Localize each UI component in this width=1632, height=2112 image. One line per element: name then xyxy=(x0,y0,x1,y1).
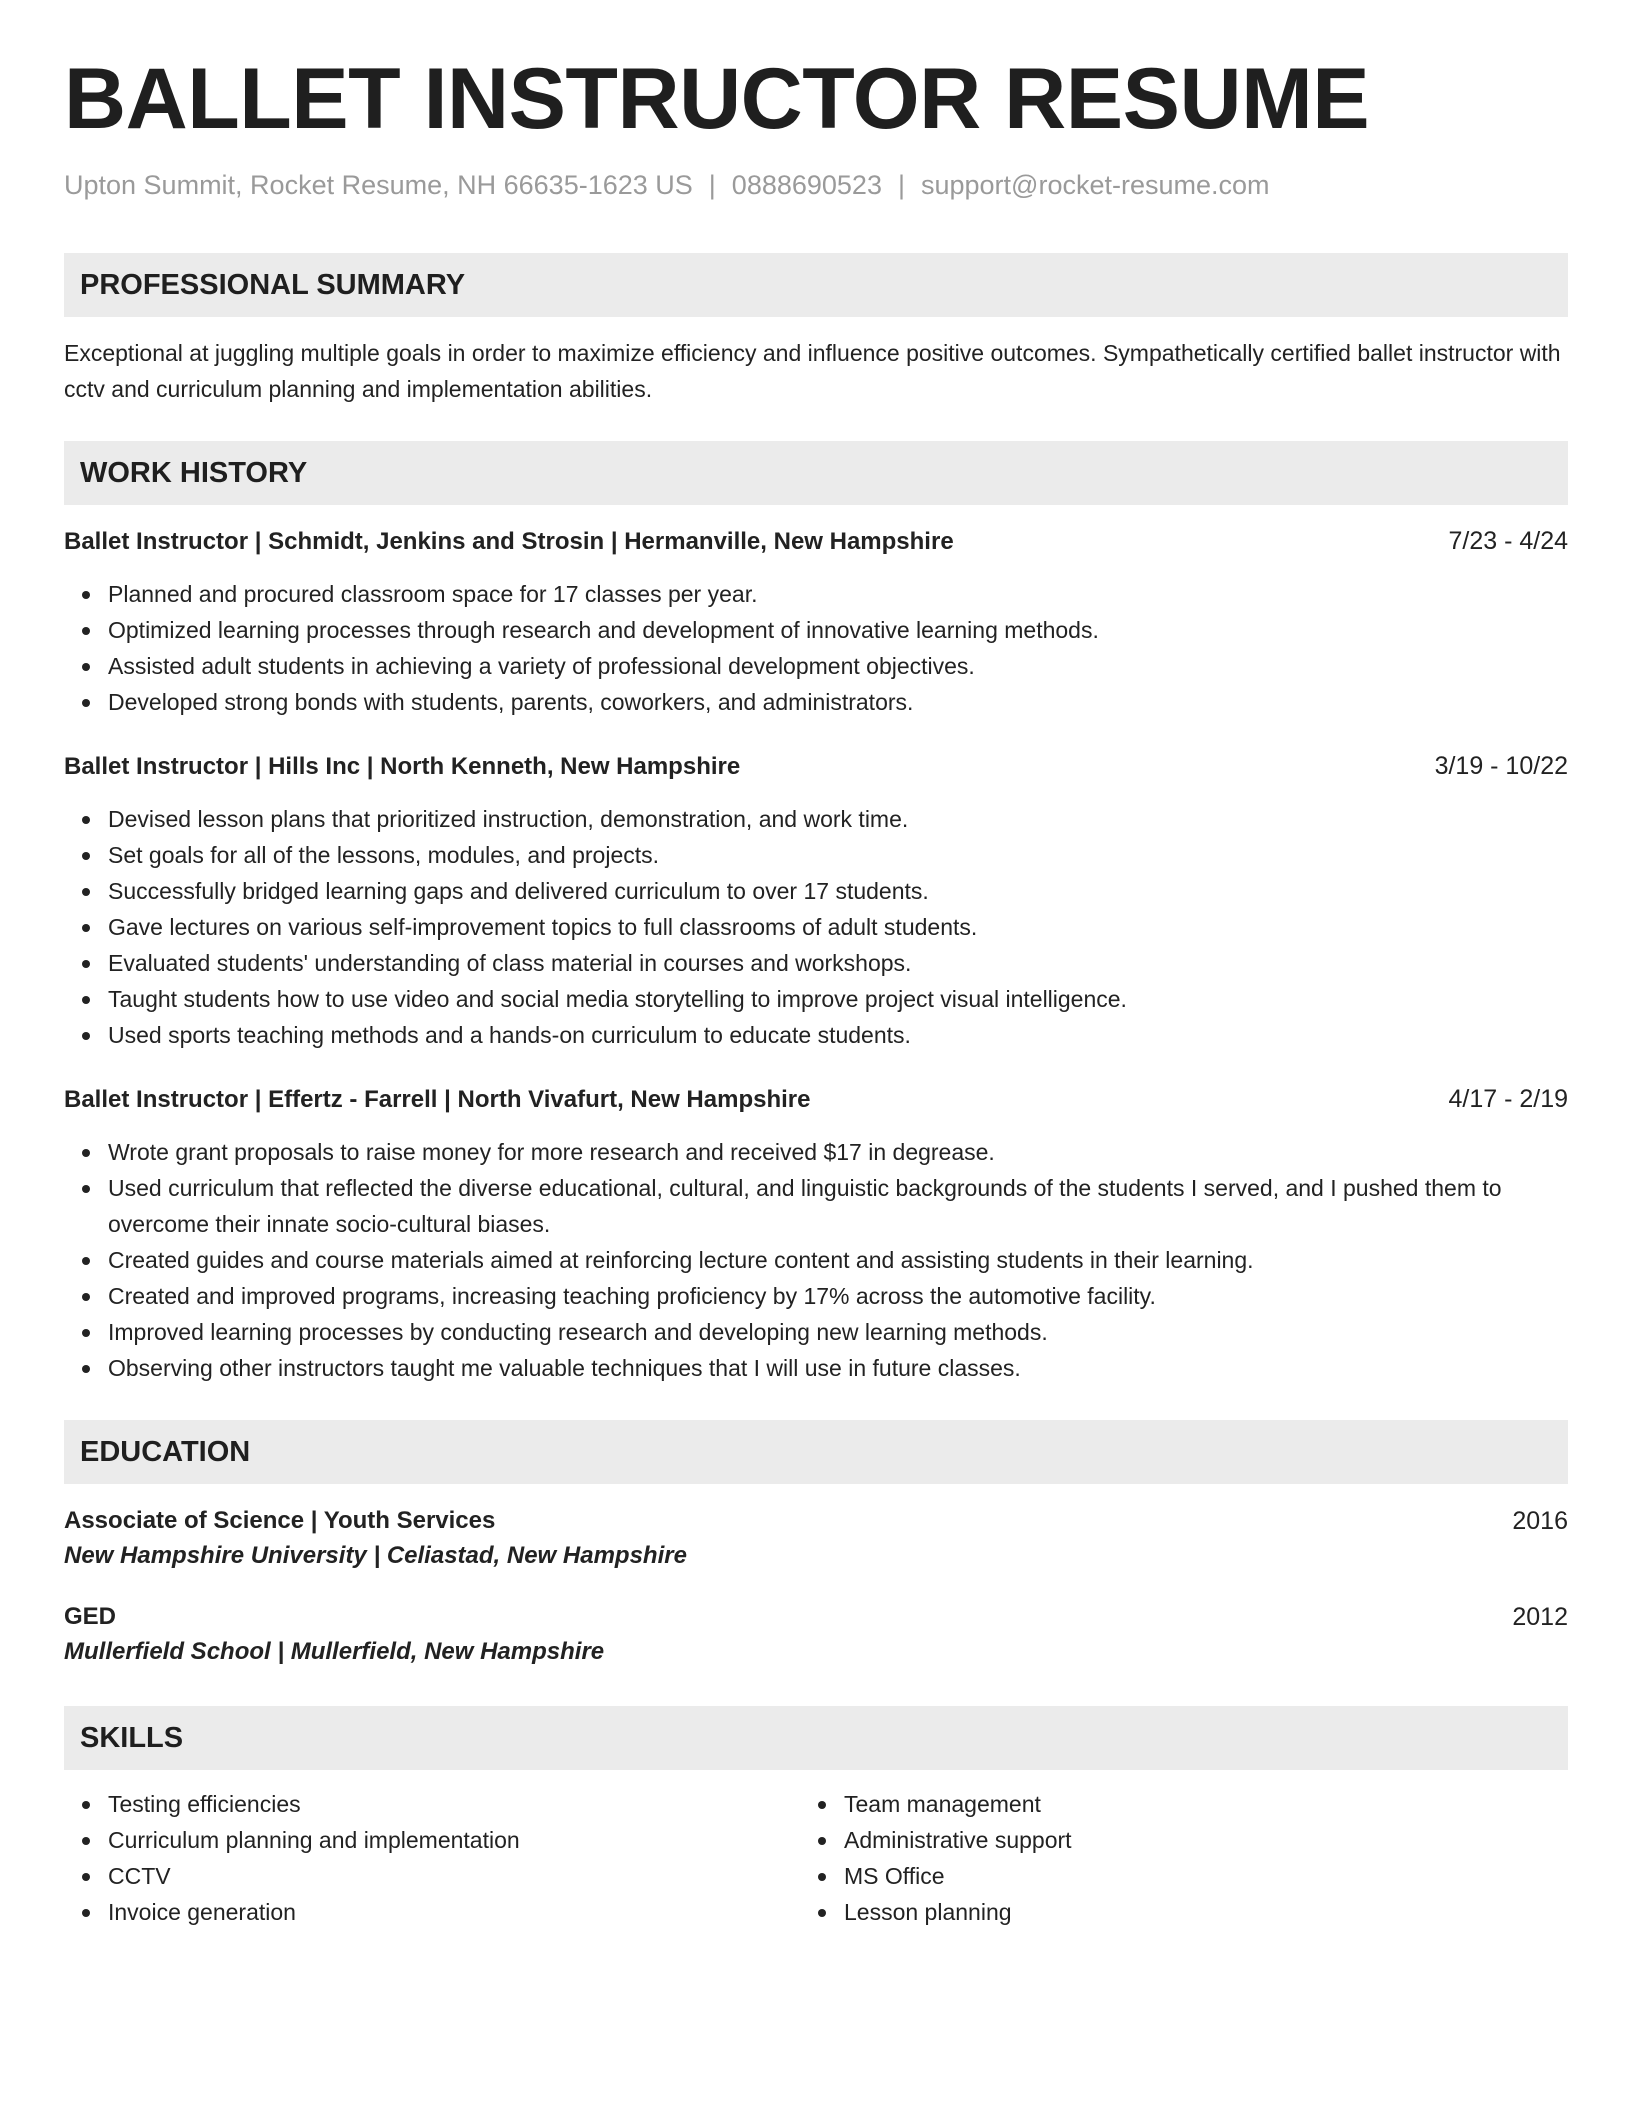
education-year: 2016 xyxy=(1512,1507,1568,1535)
contact-separator: | xyxy=(897,170,905,200)
skills-list xyxy=(64,1786,1568,1930)
job-bullet: Devised lesson plans that prioritized instruction, demonstration, and work time. xyxy=(108,801,1568,837)
job-dates: 3/19 - 10/22 xyxy=(1434,752,1568,780)
resume-title: BALLET INSTRUCTOR RESUME xyxy=(64,51,1370,147)
job-bullet: Used sports teaching methods and a hands-on curriculum to educate students. xyxy=(108,1017,1568,1053)
job-bullet: Improved learning processes by conducting research and developing new learning methods. xyxy=(108,1314,1568,1350)
summary-heading: PROFESSIONAL SUMMARY xyxy=(64,253,1568,317)
job-dates: 7/23 - 4/24 xyxy=(1448,527,1568,555)
skill-item: MS Office xyxy=(844,1858,1536,1894)
job-entry xyxy=(64,525,1568,720)
skills-column-right xyxy=(800,1786,1536,1930)
summary-text: Exceptional at juggling multiple goals in order to maximize efficiency and influence positive outcomes. Sympathetically certified ballet instructor with cctv and curriculum planning and implementation abilities. xyxy=(64,340,1561,402)
skill-item: Team management xyxy=(844,1786,1536,1822)
contact-line xyxy=(64,170,1568,201)
contact-email: support@rocket-resume.com xyxy=(920,170,1270,200)
education-school: Mullerfield School | Mullerfield, New Hampshire xyxy=(64,1638,605,1665)
skill-item: CCTV xyxy=(108,1858,800,1894)
education-year: 2012 xyxy=(1512,1603,1568,1631)
skill-item: Administrative support xyxy=(844,1822,1536,1858)
skill-item: Testing efficiencies xyxy=(108,1786,800,1822)
job-bullet: Taught students how to use video and social media storytelling to improve project visual intelligence. xyxy=(108,981,1568,1017)
job-bullet: Developed strong bonds with students, parents, coworkers, and administrators. xyxy=(108,684,1568,720)
job-title: Ballet Instructor | Hills Inc | North Kenneth, New Hampshire xyxy=(64,753,741,780)
job-bullet: Gave lectures on various self-improvement topics to full classrooms of adult students. xyxy=(108,909,1568,945)
job-entry xyxy=(64,750,1568,1053)
education-school: New Hampshire University | Celiastad, New Hampshire xyxy=(64,1542,687,1569)
skill-item: Lesson planning xyxy=(844,1894,1536,1930)
contact-phone: 0888690523 xyxy=(731,170,882,200)
job-bullet: Observing other instructors taught me valuable techniques that I will use in future classes. xyxy=(108,1350,1568,1386)
contact-separator: | xyxy=(708,170,716,200)
education-heading: EDUCATION xyxy=(64,1420,1568,1484)
skill-item: Invoice generation xyxy=(108,1894,800,1930)
job-entry xyxy=(64,1083,1568,1386)
job-bullet: Planned and procured classroom space for 17 classes per year. xyxy=(108,576,1568,612)
job-bullet: Wrote grant proposals to raise money for more research and received $17 in degrease. xyxy=(108,1134,1568,1170)
job-bullet: Created guides and course materials aimed at reinforcing lecture content and assisting students in their learning. xyxy=(108,1242,1568,1278)
job-bullets xyxy=(64,576,1568,720)
job-title: Ballet Instructor | Schmidt, Jenkins and Strosin | Hermanville, New Hampshire xyxy=(64,528,954,555)
job-bullet: Used curriculum that reflected the diverse educational, cultural, and linguistic backgrounds of the students I served, and I pushed them to overcome their innate socio-cultural biases. xyxy=(108,1170,1568,1242)
contact-address: Upton Summit, Rocket Resume, NH 66635-1623 US xyxy=(64,170,693,200)
job-bullet: Assisted adult students in achieving a variety of professional development objectives. xyxy=(108,648,1568,684)
education-entry xyxy=(64,1504,1568,1574)
job-bullets xyxy=(64,801,1568,1053)
skills-heading: SKILLS xyxy=(64,1706,1568,1770)
job-title: Ballet Instructor | Effertz - Farrell | North Vivafurt, New Hampshire xyxy=(64,1086,811,1113)
skills-column-left xyxy=(64,1786,800,1930)
education-degree: GED xyxy=(64,1603,117,1630)
job-bullet: Created and improved programs, increasing teaching proficiency by 17% across the automotive facility. xyxy=(108,1278,1568,1314)
education-degree: Associate of Science | Youth Services xyxy=(64,1507,496,1534)
work-history-heading: WORK HISTORY xyxy=(64,441,1568,505)
job-bullet: Evaluated students' understanding of class material in courses and workshops. xyxy=(108,945,1568,981)
skill-item: Curriculum planning and implementation xyxy=(108,1822,800,1858)
job-bullet: Optimized learning processes through research and development of innovative learning methods. xyxy=(108,612,1568,648)
job-bullet: Set goals for all of the lessons, modules, and projects. xyxy=(108,837,1568,873)
job-bullet: Successfully bridged learning gaps and delivered curriculum to over 17 students. xyxy=(108,873,1568,909)
job-bullets xyxy=(64,1134,1568,1386)
job-dates: 4/17 - 2/19 xyxy=(1448,1085,1568,1113)
education-entry xyxy=(64,1600,1568,1670)
